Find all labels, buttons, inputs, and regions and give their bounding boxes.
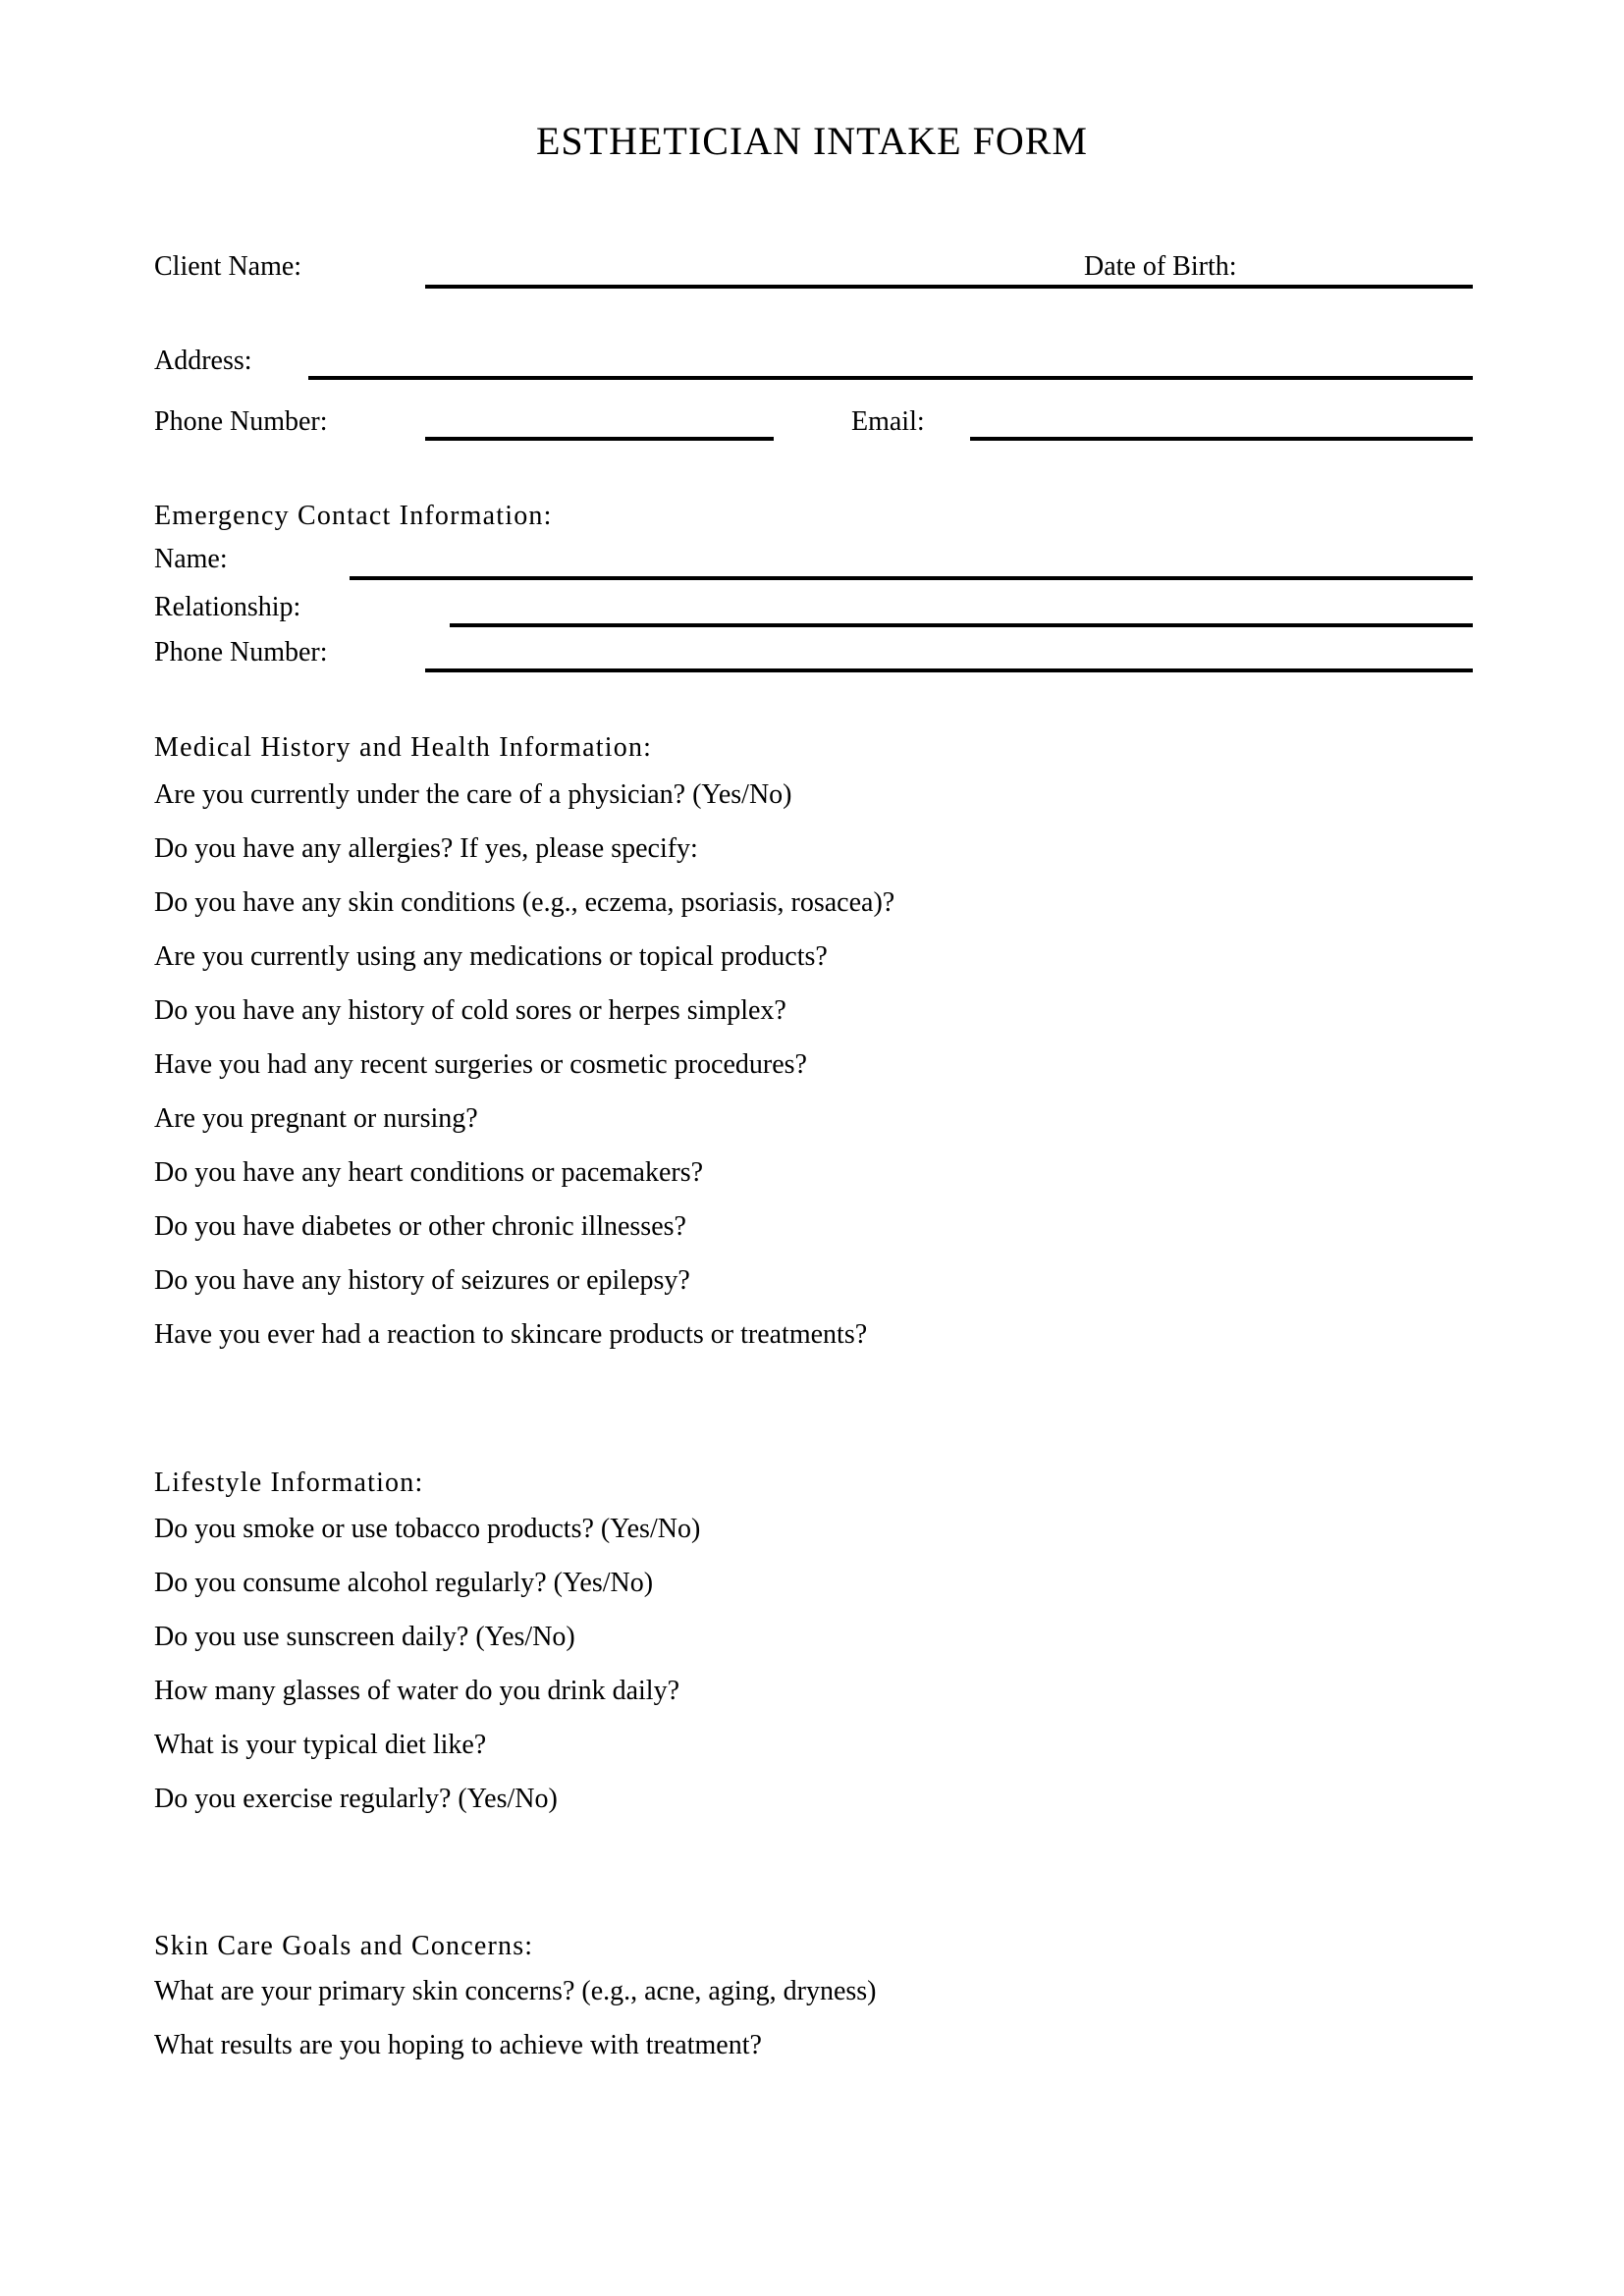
- email-label: Email:: [851, 406, 925, 437]
- emergency-relationship-field-line[interactable]: [450, 623, 1473, 627]
- phone-number-field-line[interactable]: [425, 437, 774, 441]
- medical-question-item: Are you currently using any medications or topical products?: [154, 941, 828, 972]
- client-name-dob-field-line[interactable]: [425, 285, 1473, 289]
- emergency-phone-label: Phone Number:: [154, 637, 328, 667]
- skincare-question-item: What results are you hoping to achieve with treatment?: [154, 2030, 762, 2060]
- medical-question-item: Do you have any heart conditions or pacemakers?: [154, 1157, 704, 1188]
- emergency-contact-heading: Emergency Contact Information:: [154, 501, 553, 531]
- emergency-name-field-line[interactable]: [350, 576, 1473, 580]
- lifestyle-heading: Lifestyle Information:: [154, 1468, 424, 1498]
- medical-question-item: Do you have diabetes or other chronic illnesses?: [154, 1211, 686, 1242]
- address-field-line[interactable]: [308, 376, 1473, 380]
- skincare-goals-heading: Skin Care Goals and Concerns:: [154, 1931, 534, 1961]
- medical-question-item: Are you pregnant or nursing?: [154, 1103, 478, 1134]
- medical-question-item: Do you have any allergies? If yes, please specify:: [154, 833, 698, 864]
- emergency-phone-field-line[interactable]: [425, 668, 1473, 672]
- emergency-relationship-label: Relationship:: [154, 592, 301, 622]
- medical-question-item: Are you currently under the care of a physician? (Yes/No): [154, 779, 792, 810]
- lifestyle-question-item: Do you smoke or use tobacco products? (Yes/No): [154, 1514, 701, 1544]
- medical-question-list: [154, 778, 894, 1372]
- lifestyle-question-item: Do you use sunscreen daily? (Yes/No): [154, 1622, 575, 1652]
- medical-question-item: Do you have any history of cold sores or herpes simplex?: [154, 995, 786, 1026]
- phone-number-label: Phone Number:: [154, 406, 328, 437]
- address-label: Address:: [154, 346, 252, 376]
- medical-question-item: Have you ever had a reaction to skincare products or treatments?: [154, 1319, 868, 1350]
- lifestyle-question-item: Do you consume alcohol regularly? (Yes/No): [154, 1568, 654, 1598]
- skincare-question-item: What are your primary skin concerns? (e.g., acne, aging, dryness): [154, 1976, 877, 2006]
- medical-question-item: Do you have any skin conditions (e.g., eczema, psoriasis, rosacea)?: [154, 887, 895, 918]
- lifestyle-question-item: Do you exercise regularly? (Yes/No): [154, 1784, 558, 1814]
- medical-history-heading: Medical History and Health Information:: [154, 732, 653, 763]
- lifestyle-question-item: How many glasses of water do you drink daily?: [154, 1676, 679, 1706]
- medical-question-item: Have you had any recent surgeries or cosmetic procedures?: [154, 1049, 807, 1080]
- lifestyle-question-item: What is your typical diet like?: [154, 1730, 487, 1760]
- medical-question-item: Do you have any history of seizures or epilepsy?: [154, 1265, 690, 1296]
- date-of-birth-label: Date of Birth:: [1084, 251, 1237, 282]
- page-title: ESTHETICIAN INTAKE FORM: [536, 119, 1088, 163]
- skincare-question-list: [154, 1975, 877, 2083]
- emergency-name-label: Name:: [154, 544, 228, 574]
- email-field-line[interactable]: [970, 437, 1473, 441]
- lifestyle-question-list: [154, 1513, 700, 1837]
- client-name-label: Client Name:: [154, 251, 302, 282]
